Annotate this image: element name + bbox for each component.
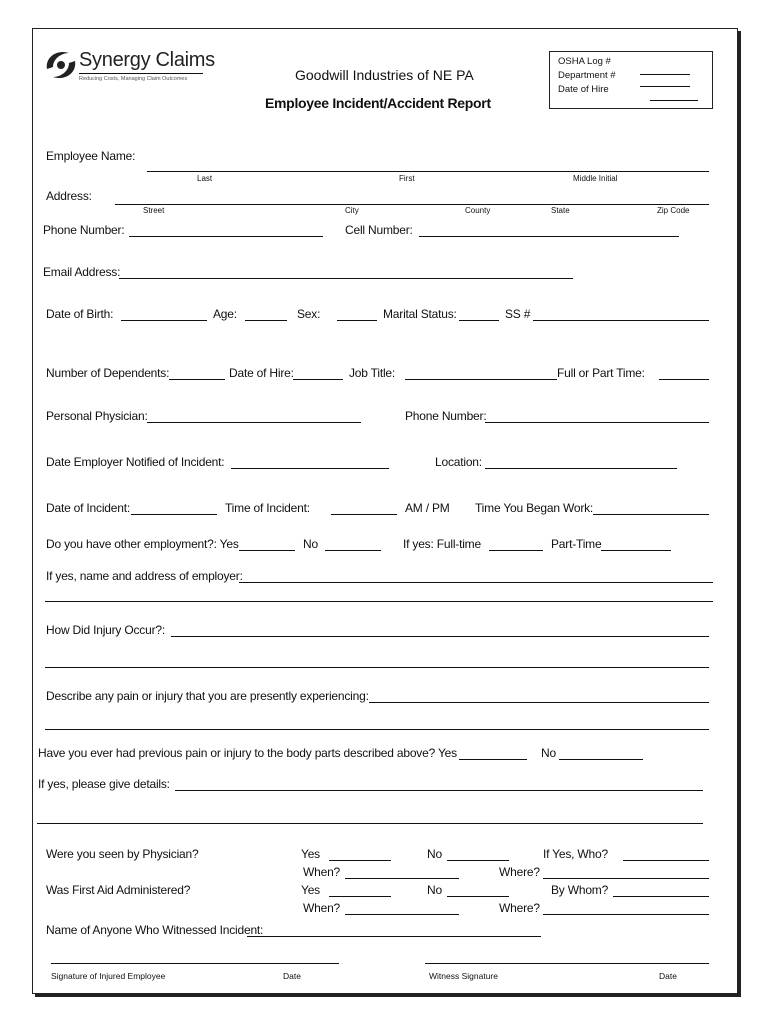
- other-employment-no-label: No: [303, 537, 318, 551]
- date-notified-label: Date Employer Notified of Incident:: [46, 455, 225, 469]
- seen-where-field[interactable]: [543, 878, 709, 879]
- time-incident-label: Time of Incident:: [225, 501, 310, 515]
- first-aid-no-field[interactable]: [447, 896, 509, 897]
- seen-yes-field[interactable]: [329, 860, 391, 861]
- cell-field[interactable]: [419, 236, 679, 237]
- middle-label: Middle Initial: [573, 174, 618, 183]
- first-aid-when-label: When?: [303, 901, 341, 915]
- cell-label: Cell Number:: [345, 223, 413, 237]
- witness-field[interactable]: [247, 936, 541, 937]
- location-label: Location:: [435, 455, 482, 469]
- witness-label: Name of Anyone Who Witnessed Incident:: [46, 923, 264, 937]
- marital-label: Marital Status:: [383, 307, 457, 321]
- dependents-label: Number of Dependents:: [46, 366, 170, 380]
- first-label: First: [399, 174, 415, 183]
- dob-label: Date of Birth:: [46, 307, 114, 321]
- first-aid-when-field[interactable]: [345, 914, 459, 915]
- physician-phone-field[interactable]: [485, 422, 709, 423]
- date-hire-field[interactable]: [293, 379, 343, 380]
- osha-hire-field[interactable]: [650, 100, 698, 101]
- age-field[interactable]: [245, 320, 287, 321]
- organization-name: Goodwill Industries of NE PA: [295, 67, 474, 83]
- phone-field[interactable]: [129, 236, 323, 237]
- part-time-label: Part-Time: [551, 537, 602, 551]
- details-field[interactable]: [175, 790, 703, 791]
- email-field[interactable]: [119, 278, 573, 279]
- osha-box: [549, 51, 713, 109]
- form-title: Employee Incident/Accident Report: [265, 95, 491, 111]
- date-incident-label: Date of Incident:: [46, 501, 130, 515]
- by-whom-field[interactable]: [613, 896, 709, 897]
- first-aid-yes-label: Yes: [301, 883, 320, 897]
- phone-label: Phone Number:: [43, 223, 125, 237]
- employee-signature-label: Signature of Injured Employee: [51, 971, 166, 981]
- physician-field[interactable]: [147, 422, 361, 423]
- seen-yes-label: Yes: [301, 847, 320, 861]
- details-field-2[interactable]: [37, 823, 703, 824]
- if-yes-who-field[interactable]: [623, 860, 709, 861]
- first-aid-where-field[interactable]: [543, 914, 709, 915]
- address-field[interactable]: [115, 204, 709, 205]
- email-label: Email Address:: [43, 265, 121, 279]
- dependents-field[interactable]: [169, 379, 225, 380]
- osha-log-label: OSHA Log #: [558, 56, 611, 67]
- how-injury-label: How Did Injury Occur?:: [46, 623, 165, 637]
- first-aid-no-label: No: [427, 883, 442, 897]
- brand-tagline: Reducing Costs, Managing Claim Outcomes: [79, 76, 188, 82]
- previous-injury-no-label: No: [541, 746, 556, 760]
- street-label: Street: [143, 206, 165, 215]
- by-whom-label: By Whom?: [551, 883, 609, 897]
- sex-label: Sex:: [297, 307, 321, 321]
- first-aid-label: Was First Aid Administered?: [46, 883, 191, 897]
- employee-date-label: Date: [283, 971, 301, 981]
- date-incident-field[interactable]: [131, 514, 217, 515]
- if-yes-who-label: If Yes, Who?: [543, 847, 608, 861]
- date-hire-label: Date of Hire:: [229, 366, 294, 380]
- marital-field[interactable]: [459, 320, 499, 321]
- department-label: Department #: [558, 70, 616, 81]
- employee-signature-field[interactable]: [51, 963, 339, 964]
- seen-when-label: When?: [303, 865, 341, 879]
- address-label: Address:: [46, 189, 92, 203]
- brand-name: Synergy Claims: [79, 49, 215, 71]
- physician-phone-label: Phone Number:: [405, 409, 487, 423]
- city-label: City: [345, 206, 359, 215]
- previous-injury-yes-field[interactable]: [459, 759, 527, 760]
- ampm-label: AM / PM: [405, 501, 450, 515]
- employer-address-label: If yes, name and address of employer:: [46, 569, 243, 583]
- state-label: State: [551, 206, 570, 215]
- witness-signature-label: Witness Signature: [429, 971, 498, 981]
- employer-address-field[interactable]: [239, 582, 713, 583]
- sex-field[interactable]: [337, 320, 377, 321]
- dob-field[interactable]: [121, 320, 207, 321]
- job-title-label: Job Title:: [349, 366, 396, 380]
- describe-pain-field-2[interactable]: [45, 729, 709, 730]
- seen-no-label: No: [427, 847, 442, 861]
- ss-field[interactable]: [533, 320, 709, 321]
- employee-name-field[interactable]: [147, 171, 709, 172]
- other-employment-no-field[interactable]: [325, 550, 381, 551]
- job-title-field[interactable]: [405, 379, 557, 380]
- physician-label: Personal Physician:: [46, 409, 148, 423]
- how-injury-field[interactable]: [171, 636, 709, 637]
- first-aid-yes-field[interactable]: [329, 896, 391, 897]
- time-began-field[interactable]: [593, 514, 709, 515]
- seen-no-field[interactable]: [447, 860, 509, 861]
- part-time-field[interactable]: [601, 550, 671, 551]
- date-notified-field[interactable]: [231, 468, 389, 469]
- how-injury-field-2[interactable]: [45, 667, 709, 668]
- if-yes-full-label: If yes: Full-time: [403, 537, 481, 551]
- previous-injury-label: Have you ever had previous pain or injury to the body parts described above? Yes: [38, 746, 457, 760]
- describe-pain-label: Describe any pain or injury that you are presently experiencing:: [46, 689, 369, 703]
- details-label: If yes, please give details:: [38, 777, 170, 791]
- time-incident-field[interactable]: [331, 514, 397, 515]
- describe-pain-field[interactable]: [369, 702, 709, 703]
- witness-signature-field[interactable]: [425, 963, 709, 964]
- zip-label: Zip Code: [657, 206, 690, 215]
- employer-address-field-2[interactable]: [45, 601, 713, 602]
- seen-physician-label: Were you seen by Physician?: [46, 847, 199, 861]
- witness-date-label: Date: [659, 971, 677, 981]
- full-time-field[interactable]: [489, 550, 543, 551]
- synergy-logo-icon: [43, 47, 79, 83]
- department-field[interactable]: [640, 86, 690, 87]
- time-began-label: Time You Began Work:: [475, 501, 594, 515]
- osha-hire-label: Date of Hire: [558, 84, 609, 95]
- osha-log-field[interactable]: [640, 74, 690, 75]
- seen-where-label: Where?: [499, 865, 540, 879]
- full-part-field[interactable]: [659, 379, 709, 380]
- other-employment-yes-field[interactable]: [239, 550, 295, 551]
- full-part-label: Full or Part Time:: [557, 366, 645, 380]
- ss-label: SS #: [505, 307, 531, 321]
- age-label: Age:: [213, 307, 237, 321]
- previous-injury-no-field[interactable]: [559, 759, 643, 760]
- other-employment-label: Do you have other employment?: Yes: [46, 537, 239, 551]
- employee-name-label: Employee Name:: [46, 149, 136, 163]
- last-label: Last: [197, 174, 213, 183]
- first-aid-where-label: Where?: [499, 901, 540, 915]
- location-field[interactable]: [485, 468, 677, 469]
- county-label: County: [465, 206, 491, 215]
- incident-report-form: [32, 28, 738, 994]
- seen-when-field[interactable]: [345, 878, 459, 879]
